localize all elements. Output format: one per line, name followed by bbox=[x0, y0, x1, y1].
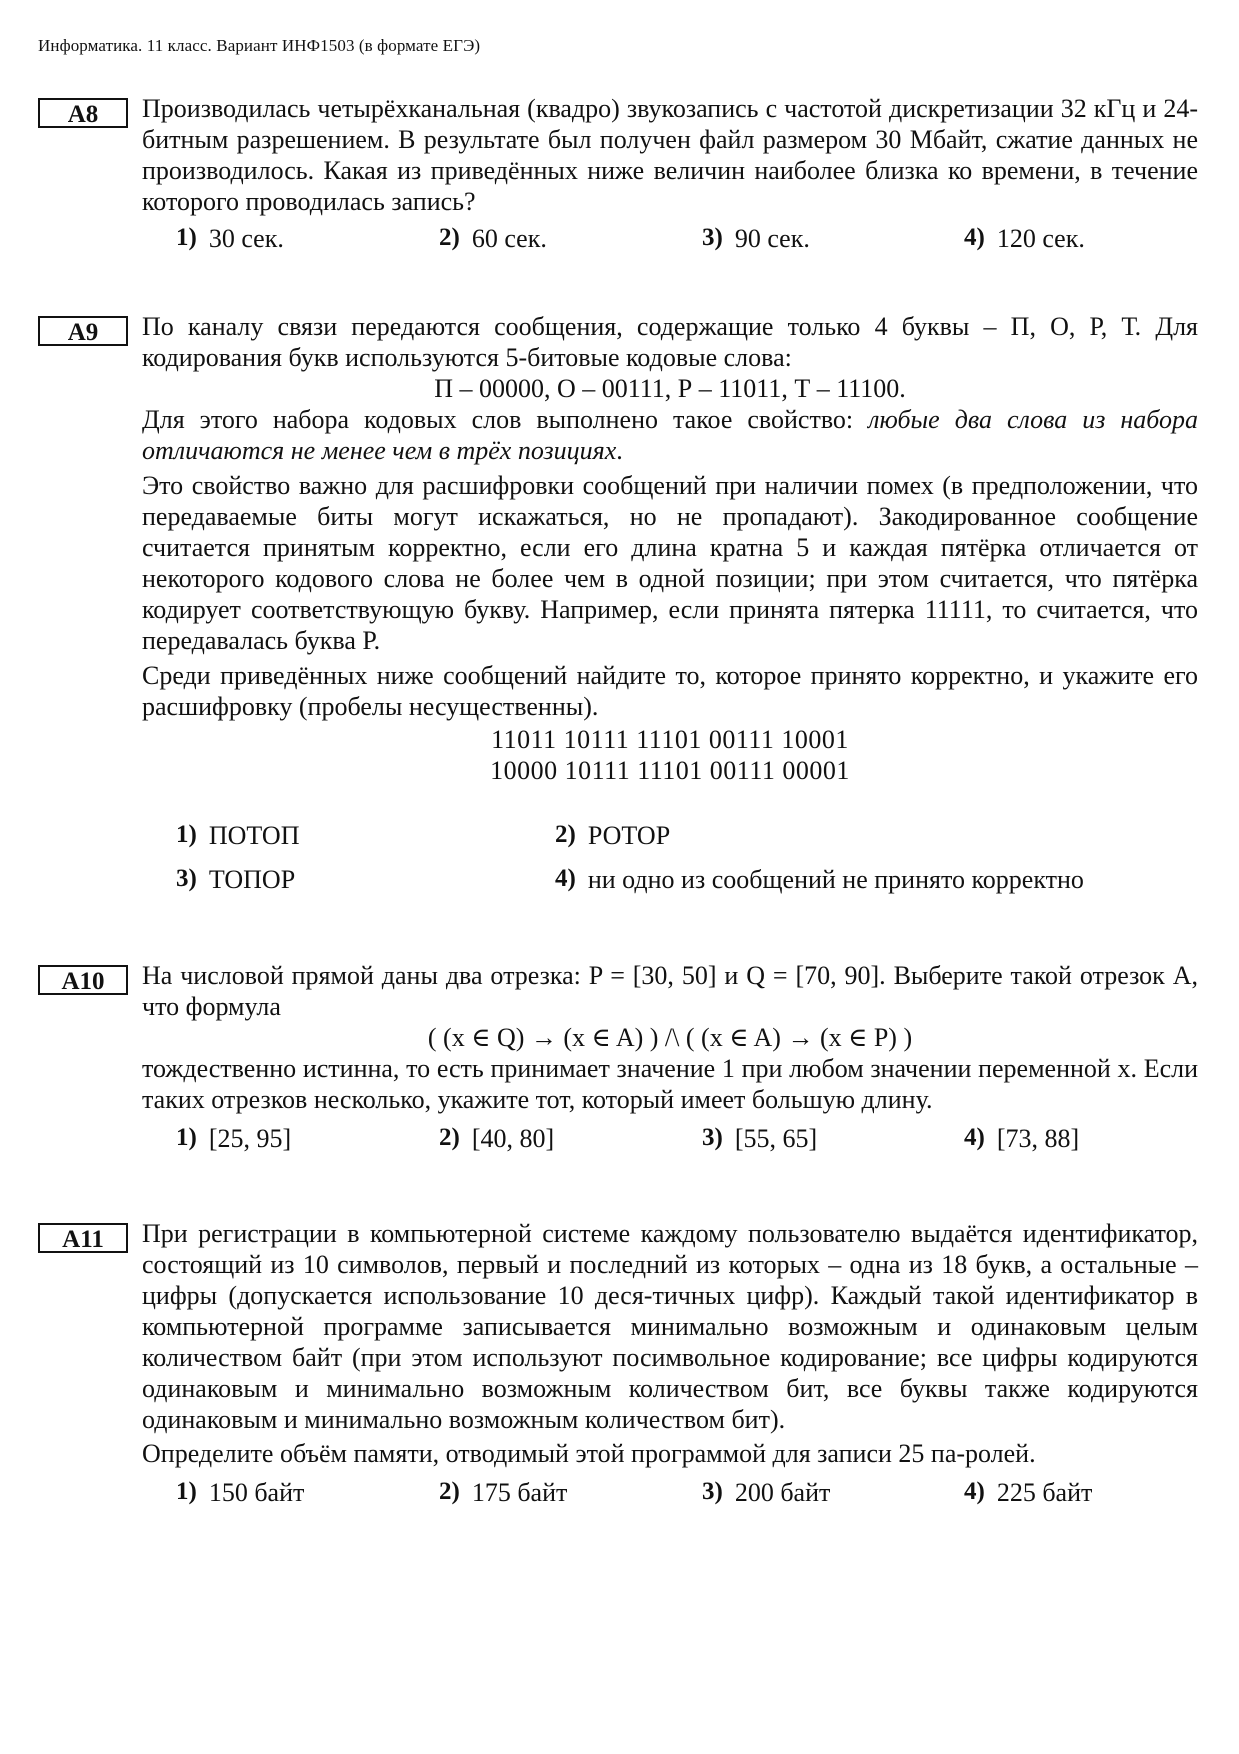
option-2: 2) РОТОР bbox=[555, 821, 671, 850]
option-3: 3) [55, 65] bbox=[702, 1124, 818, 1153]
option-4: 4) [73, 88] bbox=[964, 1124, 1080, 1153]
option-1: 1) ПОТОП bbox=[176, 821, 300, 850]
option-3: 3) ТОПОР bbox=[176, 865, 296, 894]
answer-options bbox=[142, 1477, 1198, 1517]
option-2: 2) [40, 80] bbox=[439, 1124, 555, 1153]
task-text: При регистрации в компьютерной системе каждому пользователю выдаётся идентификатор, состоящий из 10 символов, первый и последний из которых – одна из 18 букв, а остальные – цифры (допускается использование 10 деся-тичных цифр). Каждый такой идентификатор в компьютерной программе записывается минимально возможным и одинаковым целым количеством байт (при этом используют посимвольное кодирование; все цифры кодируются одинаковым и минимально возможным количеством бит, все буквы также кодируются одинаковым и минимально возможным количеством бит). bbox=[142, 1219, 1198, 1434]
option-4: 4) 225 байт bbox=[964, 1478, 1093, 1507]
option-1: 1) 30 сек. bbox=[176, 224, 284, 253]
answer-options bbox=[142, 864, 1198, 904]
task-text: По каналу связи передаются сообщения, содержащие только 4 буквы – П, О, Р, Т. Для кодирования букв используются 5-битовые кодовые слова: bbox=[142, 312, 1198, 372]
task-text: тождественно истинна, то есть принимает значение 1 при любом значении переменной x. Если таких отрезков несколько, укажите тот, который имеет большую длину. bbox=[142, 1054, 1198, 1114]
option-1: 1) [25, 95] bbox=[176, 1124, 292, 1153]
task-text: Для этого набора кодовых слов выполнено такое свойство: любые два слова из набора отличаются не менее чем в трёх позициях. bbox=[142, 405, 1198, 465]
task-body bbox=[142, 311, 1198, 904]
answer-options bbox=[142, 1123, 1198, 1163]
option-3: 3) 200 байт bbox=[702, 1478, 831, 1507]
option-4: 4) 120 сек. bbox=[964, 224, 1085, 253]
task-text: Производилась четырёхканальная (квадро) звукозапись с частотой дискретизации 32 кГц и 24-битным разрешением. В результате был получен файл размером 30 Мбайт, сжатие данных не производилось. Какая из приведённых ниже величин наиболее близка ко времени, в течение которого проводилась запись? bbox=[142, 94, 1198, 216]
formula: ( (x ∈ Q) → (x ∈ A) ) /\ ( (x ∈ A) → (x ∈ P) ) bbox=[427, 1023, 913, 1052]
task-label: A10 bbox=[38, 965, 128, 995]
task-body bbox=[142, 960, 1198, 1163]
page-header: Информатика. 11 класс. Вариант ИНФ1503 (в формате ЕГЭ) bbox=[38, 36, 481, 55]
message-2: 10000 10111 11101 00111 00001 bbox=[490, 756, 850, 785]
task-label: A9 bbox=[38, 316, 128, 346]
option-2: 2) 175 байт bbox=[439, 1478, 568, 1507]
task-text: Это свойство важно для расшифровки сообщений при наличии помех (в предположении, что передаваемые биты могут искажаться, но не пропадают). Закодированное сообщение считается принятым корректно, если его длина кратна 5 и каждая пятёрка отличается от некоторого кодового слова не более чем в одной позиции; при этом считается, что пятёрка кодирует соответствующую букву. Например, если принята пятерка 11111, то считается, что передавалась буква Р. bbox=[142, 471, 1198, 655]
option-1: 1) 150 байт bbox=[176, 1478, 305, 1507]
code-words: П – 00000, О – 00111, Р – 11011, Т – 11100. bbox=[434, 374, 906, 403]
task-text: На числовой прямой даны два отрезка: P = [30, 50] и Q = [70, 90]. Выберите такой отрезок A, что формула bbox=[142, 961, 1198, 1021]
task-label: A11 bbox=[38, 1223, 128, 1253]
message-1: 11011 10111 11101 00111 10001 bbox=[491, 725, 849, 754]
option-2: 2) 60 сек. bbox=[439, 224, 547, 253]
task-body bbox=[142, 93, 1198, 263]
answer-options bbox=[142, 820, 1198, 864]
task-text: Определите объём памяти, отводимый этой программой для записи 25 па-ролей. bbox=[142, 1439, 1036, 1468]
option-4: 4) ни одно из сообщений не принято корректно bbox=[555, 865, 1084, 894]
task-body bbox=[142, 1218, 1198, 1517]
answer-options bbox=[142, 223, 1198, 263]
task-label: A8 bbox=[38, 98, 128, 128]
task-text: Среди приведённых ниже сообщений найдите то, которое принято корректно, и укажите его расшифровку (пробелы несущественны). bbox=[142, 661, 1198, 721]
option-3: 3) 90 сек. bbox=[702, 224, 810, 253]
